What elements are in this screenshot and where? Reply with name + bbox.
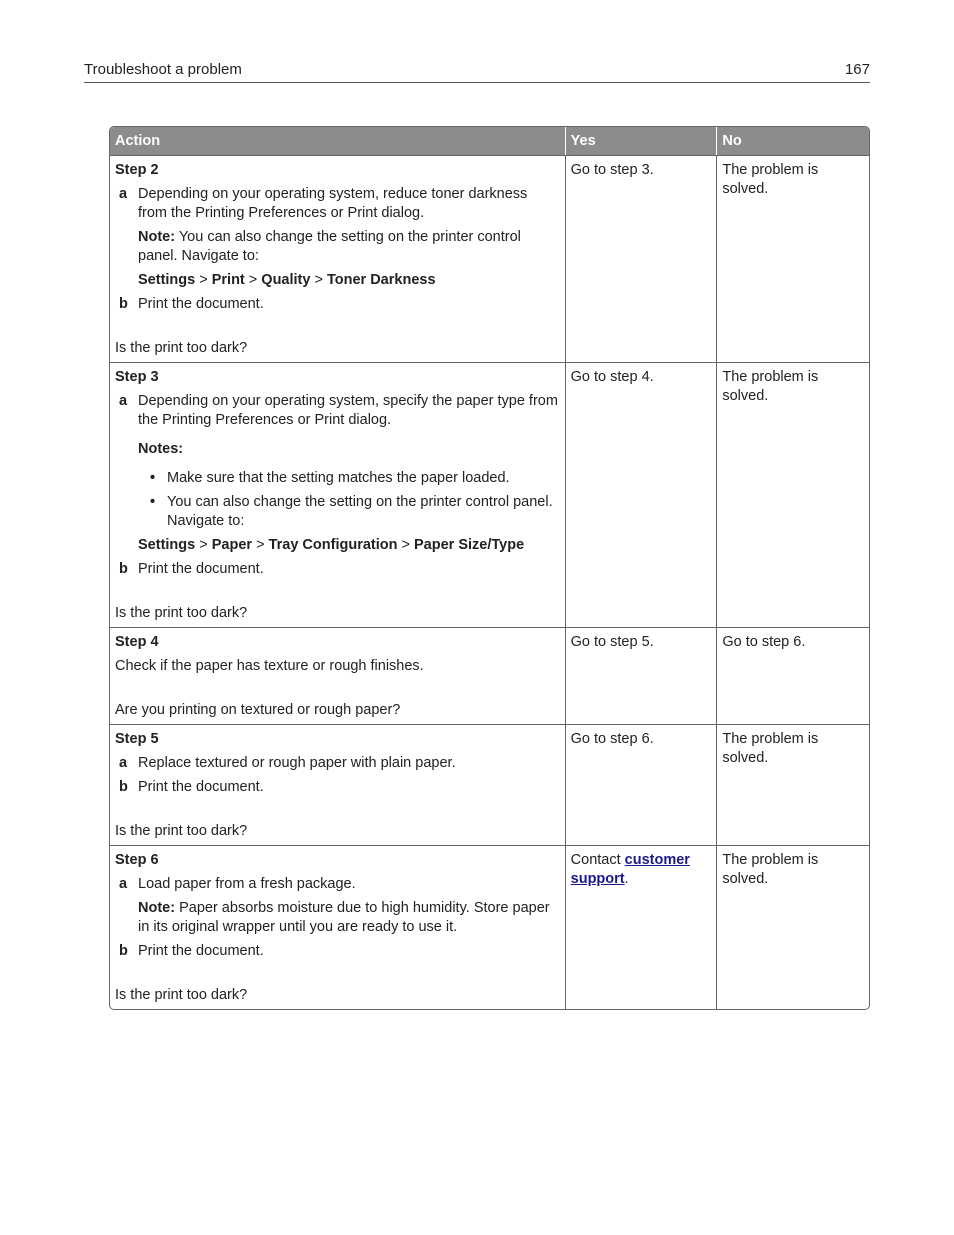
note (115, 899, 560, 937)
substep-text: Print the document. (138, 943, 264, 959)
substep-text: Depending on your operating system, specify the paper type from the Printing Preferences or Print dialog. (138, 393, 558, 428)
action-cell (110, 155, 565, 362)
nav-item: Quality (261, 272, 311, 288)
substep-text: Print the document. (138, 296, 264, 312)
substep-a (115, 754, 560, 773)
nav-separator: > (252, 537, 269, 553)
table-row-step-3 (110, 362, 869, 627)
table-row-step-6 (110, 845, 869, 1009)
bullet-icon: • (150, 494, 156, 510)
column-header-action: Action (110, 127, 565, 155)
action-cell (110, 362, 565, 627)
step-title: Step 5 (115, 731, 159, 747)
substep-b (115, 942, 560, 961)
page-header (84, 61, 870, 83)
table-row-step-5 (110, 724, 869, 845)
note-bullet (115, 493, 560, 531)
action-cell (110, 627, 565, 724)
bullet-text: Make sure that the setting matches the paper loaded. (167, 470, 510, 486)
substep-a (115, 185, 560, 223)
note-bullet (115, 469, 560, 488)
nav-item: Toner Darkness (326, 272, 436, 288)
bullet-icon: • (150, 470, 156, 486)
substep-letter: a (119, 186, 128, 202)
no-cell: The problem is solved. (716, 845, 869, 1009)
step-text: Check if the paper has texture or rough finishes. (115, 658, 424, 674)
customer-support-link[interactable]: customer support (570, 852, 690, 887)
nav-separator: > (195, 272, 212, 288)
no-cell: Go to step 6. (716, 627, 869, 724)
nav-item: Paper (211, 537, 253, 553)
nav-item: Settings (138, 537, 196, 553)
step-question: Is the print too dark? (115, 340, 248, 356)
note (115, 228, 560, 266)
nav-separator: > (397, 537, 415, 553)
bullet-text: You can also change the setting on the printer control panel. Navigate to: (167, 494, 553, 529)
step-question: Are you printing on textured or rough paper? (115, 702, 401, 718)
note-text: You can also change the setting on the printer control panel. Navigate to: (138, 229, 521, 264)
no-cell: The problem is solved. (716, 362, 869, 627)
column-header-yes: Yes (565, 127, 717, 155)
step-title: Step 4 (115, 634, 159, 650)
yes-cell: Go to step 3. (565, 155, 717, 362)
substep-b (115, 560, 560, 579)
column-header-no: No (716, 127, 869, 155)
substep-text: Load paper from a fresh package. (138, 876, 356, 892)
yes-cell: Go to step 6. (565, 724, 717, 845)
substep-b (115, 778, 560, 797)
navigation-path (115, 536, 560, 555)
yes-cell: Go to step 4. (565, 362, 717, 627)
action-cell (110, 724, 565, 845)
note-text: Paper absorbs moisture due to high humidity. Store paper in its original wrapper until you are ready to use it. (138, 900, 550, 935)
table-row-step-2 (110, 155, 869, 362)
contact-suffix: . (624, 871, 629, 887)
substep-letter: b (119, 943, 128, 959)
note-label: Note: (138, 900, 176, 916)
section-title: Troubleshoot a problem (84, 61, 242, 78)
step-title: Step 2 (115, 162, 159, 178)
substep-letter: a (119, 755, 128, 771)
nav-item: Settings (138, 272, 196, 288)
substep-letter: a (119, 393, 128, 409)
table-header-row (110, 127, 869, 155)
no-cell: The problem is solved. (716, 724, 869, 845)
substep-text: Print the document. (138, 779, 264, 795)
notes-label (115, 440, 560, 459)
contact-prefix: Contact (570, 852, 625, 868)
yes-cell (565, 845, 717, 1009)
step-question: Is the print too dark? (115, 605, 248, 621)
nav-separator: > (244, 272, 262, 288)
table-row-step-4 (110, 627, 869, 724)
substep-letter: a (119, 876, 128, 892)
notes-label-text: Notes: (138, 441, 184, 457)
action-cell (110, 845, 565, 1009)
substep-text: Print the document. (138, 561, 264, 577)
troubleshooting-table (109, 126, 870, 1010)
nav-item: Paper Size/Type (414, 537, 525, 553)
page-number: 167 (844, 61, 870, 78)
substep-a (115, 875, 560, 894)
substep-letter: b (119, 561, 128, 577)
substep-a (115, 392, 560, 430)
step-title: Step 3 (115, 369, 159, 385)
no-cell: The problem is solved. (716, 155, 869, 362)
step-question: Is the print too dark? (115, 987, 248, 1003)
nav-item: Tray Configuration (268, 537, 398, 553)
step-question: Is the print too dark? (115, 823, 248, 839)
nav-separator: > (310, 272, 327, 288)
substep-text: Depending on your operating system, reduce toner darkness from the Printing Preferences or Print dialog. (138, 186, 528, 221)
step-title: Step 6 (115, 852, 159, 868)
nav-separator: > (195, 537, 212, 553)
navigation-path (115, 271, 560, 290)
nav-item: Print (211, 272, 245, 288)
note-label: Note: (138, 229, 176, 245)
substep-letter: b (119, 296, 128, 312)
substep-b (115, 295, 560, 314)
yes-cell: Go to step 5. (565, 627, 717, 724)
substep-text: Replace textured or rough paper with plain paper. (138, 755, 456, 771)
substep-letter: b (119, 779, 128, 795)
